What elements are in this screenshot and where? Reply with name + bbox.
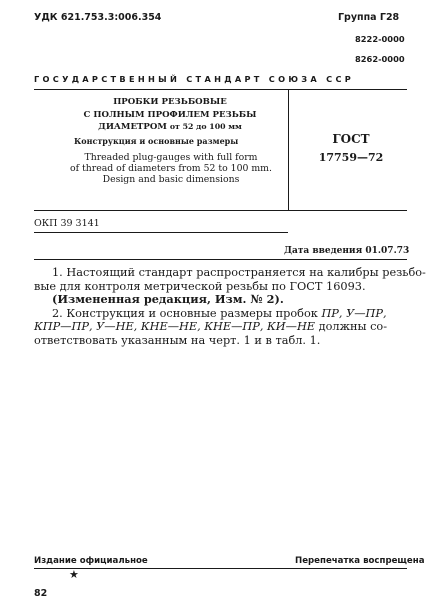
title-block-top-rule [34,89,407,90]
paragraph-1-amendment: (Измененная редакция, Изм. № 2). [52,292,284,307]
paragraph-1-line-2: вые для контроля метрической резьбы по ГОСТ 16093. [34,279,366,293]
title-en-line-3: Design and basic dimensions [102,173,240,185]
okp-underline [34,232,288,233]
paragraph-1-line-1: 1. Настоящий стандарт распространяется на калибры резьбо- [52,266,426,279]
title-ru-line-3-range: от 52 до 100 мм [169,122,242,131]
gost-label: ГОСТ [332,132,370,146]
gauge-list: КПР—ПР, У—НЕ, КНЕ—НЕ, КНЕ—ПР, КИ—НЕ [34,320,316,334]
title-ru-line-2: С ПОЛНЫМ ПРОФИЛЕМ РЕЗЬБЫ [83,109,257,120]
title-block-divider [288,89,289,210]
paragraph-2-continuation: должны со- [318,320,388,334]
classification-code-1: 8222-0000 [355,34,405,44]
standard-title: ГОСУДАРСТВЕННЫЙ СТАНДАРТ СОЮЗА ССР [34,74,355,84]
udk-code: УДК 621.753.3:006.354 [34,12,162,23]
title-ru [80,96,260,134]
paragraph-2-line-2 [34,320,409,334]
title-ru-line-1: ПРОБКИ РЕЗЬБОВЫЕ [113,97,227,107]
gost-number: 17759—72 [318,151,384,164]
subtitle-ru: Конструкция и основные размеры [74,136,239,146]
title-en-line-1: Threaded plug-gauges with full form [84,152,258,163]
introduction-date [284,246,409,256]
reprint-prohibited: Перепечатка воспрещена [295,556,425,566]
title-ru-line-3-bold: ДИАМЕТРОМ [98,122,167,132]
official-edition: Издание официальное [34,556,148,566]
title-en [60,153,282,185]
okp-code: ОКП 39 3141 [34,218,100,229]
classification-code-2: 8262-0000 [355,54,405,64]
footer-rule [34,568,407,569]
paragraph-2-line-1 [34,307,409,321]
gauge-pr: ПР, [321,306,343,320]
paragraph-2-intro: 2. Конструкция и основные размеры пробок [52,306,318,320]
introduction-date-label: Дата введения [284,246,363,256]
body-text [34,266,426,348]
star-icon: ★ [69,568,79,581]
title-block-bottom-rule [34,210,407,211]
introduction-date-value: 01.07.73 [365,246,410,256]
title-en-line-2: of thread of diameters from 52 to 100 mm. [70,162,272,174]
gauge-u-pr: У—ПР, [346,306,387,320]
group-code: Группа Г28 [338,12,400,23]
title-ru-line-3 [80,121,260,134]
page-number: 82 [34,588,48,599]
paragraph-2-line-3: ответствовать указанным на черт. 1 и в табл. 1. [34,333,321,347]
introduction-date-rule [34,259,407,260]
